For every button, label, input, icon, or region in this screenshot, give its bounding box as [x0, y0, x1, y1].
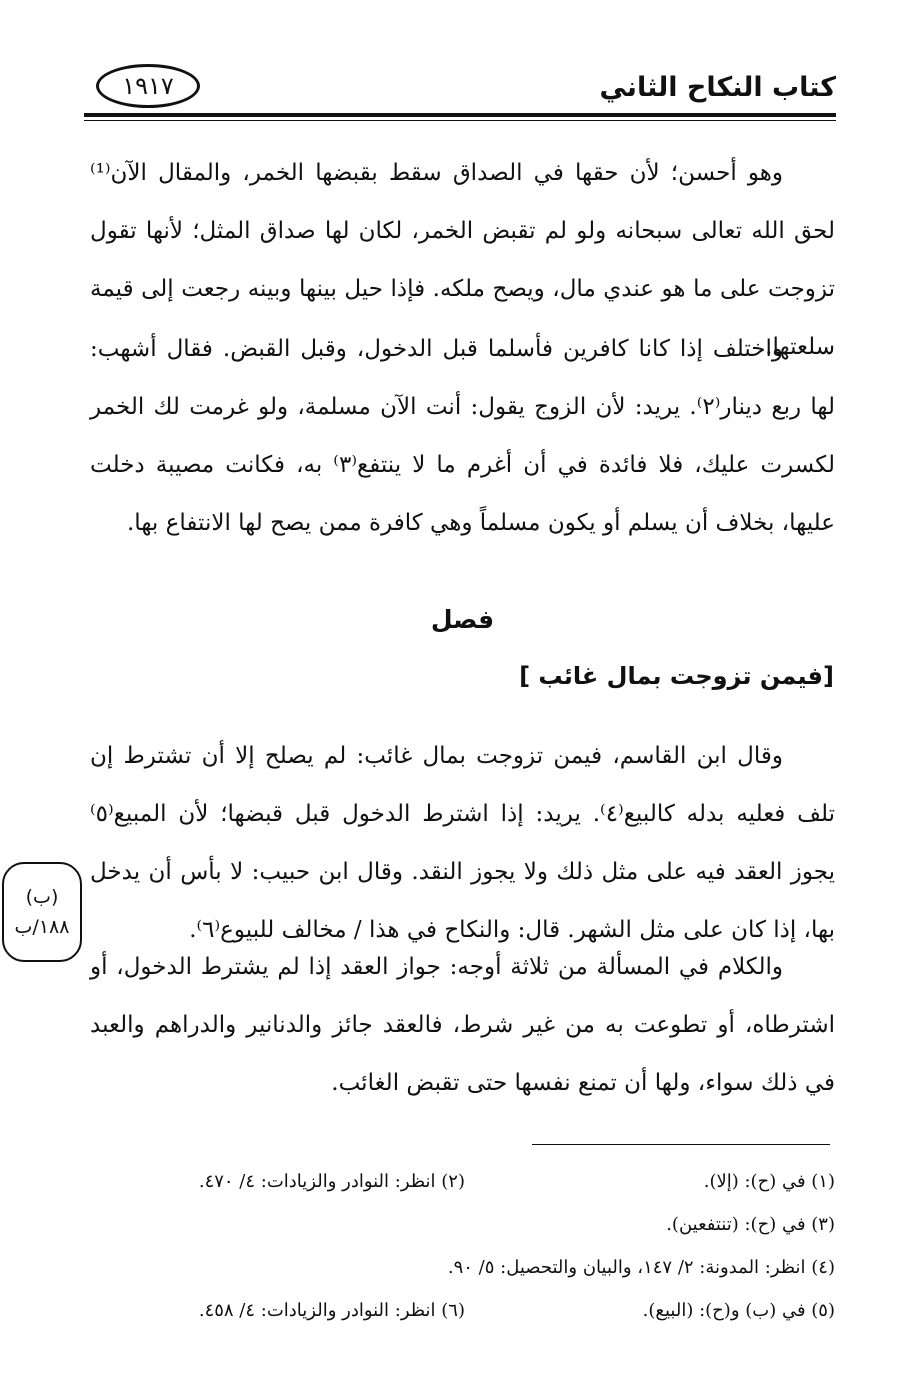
page-number: ١٩١٧ — [122, 72, 174, 100]
footnote-1: (١) في (ح): (إلا). — [703, 1171, 835, 1192]
footnote-row — [90, 1246, 835, 1289]
footnote-3: (٣) في (ح): (تنتفعين). — [666, 1214, 835, 1235]
footnotes — [90, 1160, 835, 1332]
paragraph-text: وهو أحسن؛ لأن حقها في الصداق سقط بقبضها الخمر، والمقال الآن⁽¹⁾ لحق الله تعالى سبحانه ولو لم تقبض الخمر، لكان لها صداق المثل؛ لأنها تقول تزوجت على ما هو عندي مال، ويصح ملكه. فإذا حيل بينها وبينه رجعت إلى قيمة سلعتها. — [90, 160, 835, 360]
manuscript-folio-note — [2, 862, 82, 962]
header-rule — [84, 113, 836, 117]
folio-note-line-2: ١٨٨/ب — [14, 916, 70, 938]
paragraph-text: وقال ابن القاسم، فيمن تزوجت بمال غائب: لم يصلح إلا أن تشترط إن تلف فعليه بدله كالبيع⁽٤⁾. يريد: إذا اشترط الدخول قبل قبضها؛ لأن المبيع⁽٥⁾ يجوز العقد فيه على مثل ذلك ولا يجوز النقد. وقال ابن حبيب: لا بأس أن يدخل بها، إذا كان على مثل الشهر. قال: والنكاح في هذا / مخالف للبيوع⁽٦⁾. — [90, 743, 835, 943]
footnote-row — [90, 1160, 835, 1203]
paragraph-2 — [90, 320, 835, 552]
footnote-2: (٢) انظر: النوادر والزيادات: ٤/ ٤٧٠. — [198, 1171, 465, 1192]
footnote-separator — [532, 1144, 830, 1145]
paragraph-text: واختلف إذا كانا كافرين فأسلما قبل الدخول، وقبل القبض. فقال أشهب: لها ربع دينار⁽٢⁾. يريد: لأن الزوج يقول: أنت الآن مسلمة، ولو غرمت لك الخمر لكسرت عليك، فلا فائدة في أن أغرم ما لا ينتفع⁽٣⁾ به، فكانت مصيبة دخلت عليها، بخلاف أن يسلم أو يكون مسلماً وهي كافرة ممن يصح لها الانتفاع بها. — [90, 336, 836, 536]
footnote-row — [90, 1289, 835, 1332]
section-subheading: [فيمن تزوجت بمال غائب ] — [519, 662, 834, 690]
folio-note-line-1: (ب) — [25, 886, 59, 908]
section-heading: فصل — [430, 605, 495, 634]
paragraph-4 — [90, 938, 835, 1112]
footnote-4: (٤) انظر: المدونة: ٢/ ١٤٧، والبيان والتحصيل: ٥/ ٩٠. — [447, 1257, 835, 1278]
header-rule-thin — [84, 120, 836, 121]
paragraph-3 — [90, 727, 835, 959]
running-header-title: كتاب النكاح الثاني — [599, 72, 836, 103]
footnote-6: (٦) انظر: النوادر والزيادات: ٤/ ٤٥٨. — [198, 1300, 465, 1321]
footnote-5: (٥) في (ب) و(ح): (البيع). — [642, 1300, 835, 1321]
footnote-row — [90, 1203, 835, 1246]
page-number-badge — [96, 64, 200, 108]
paragraph-text: والكلام في المسألة من ثلاثة أوجه: جواز العقد إذا لم يشترط الدخول، أو اشترطاه، أو تطوعت به من غير شرط، فالعقد جائز والدنانير والدراهم والعبد في ذلك سواء، ولها أن تمنع نفسها حتى تقبض الغائب. — [90, 954, 835, 1096]
